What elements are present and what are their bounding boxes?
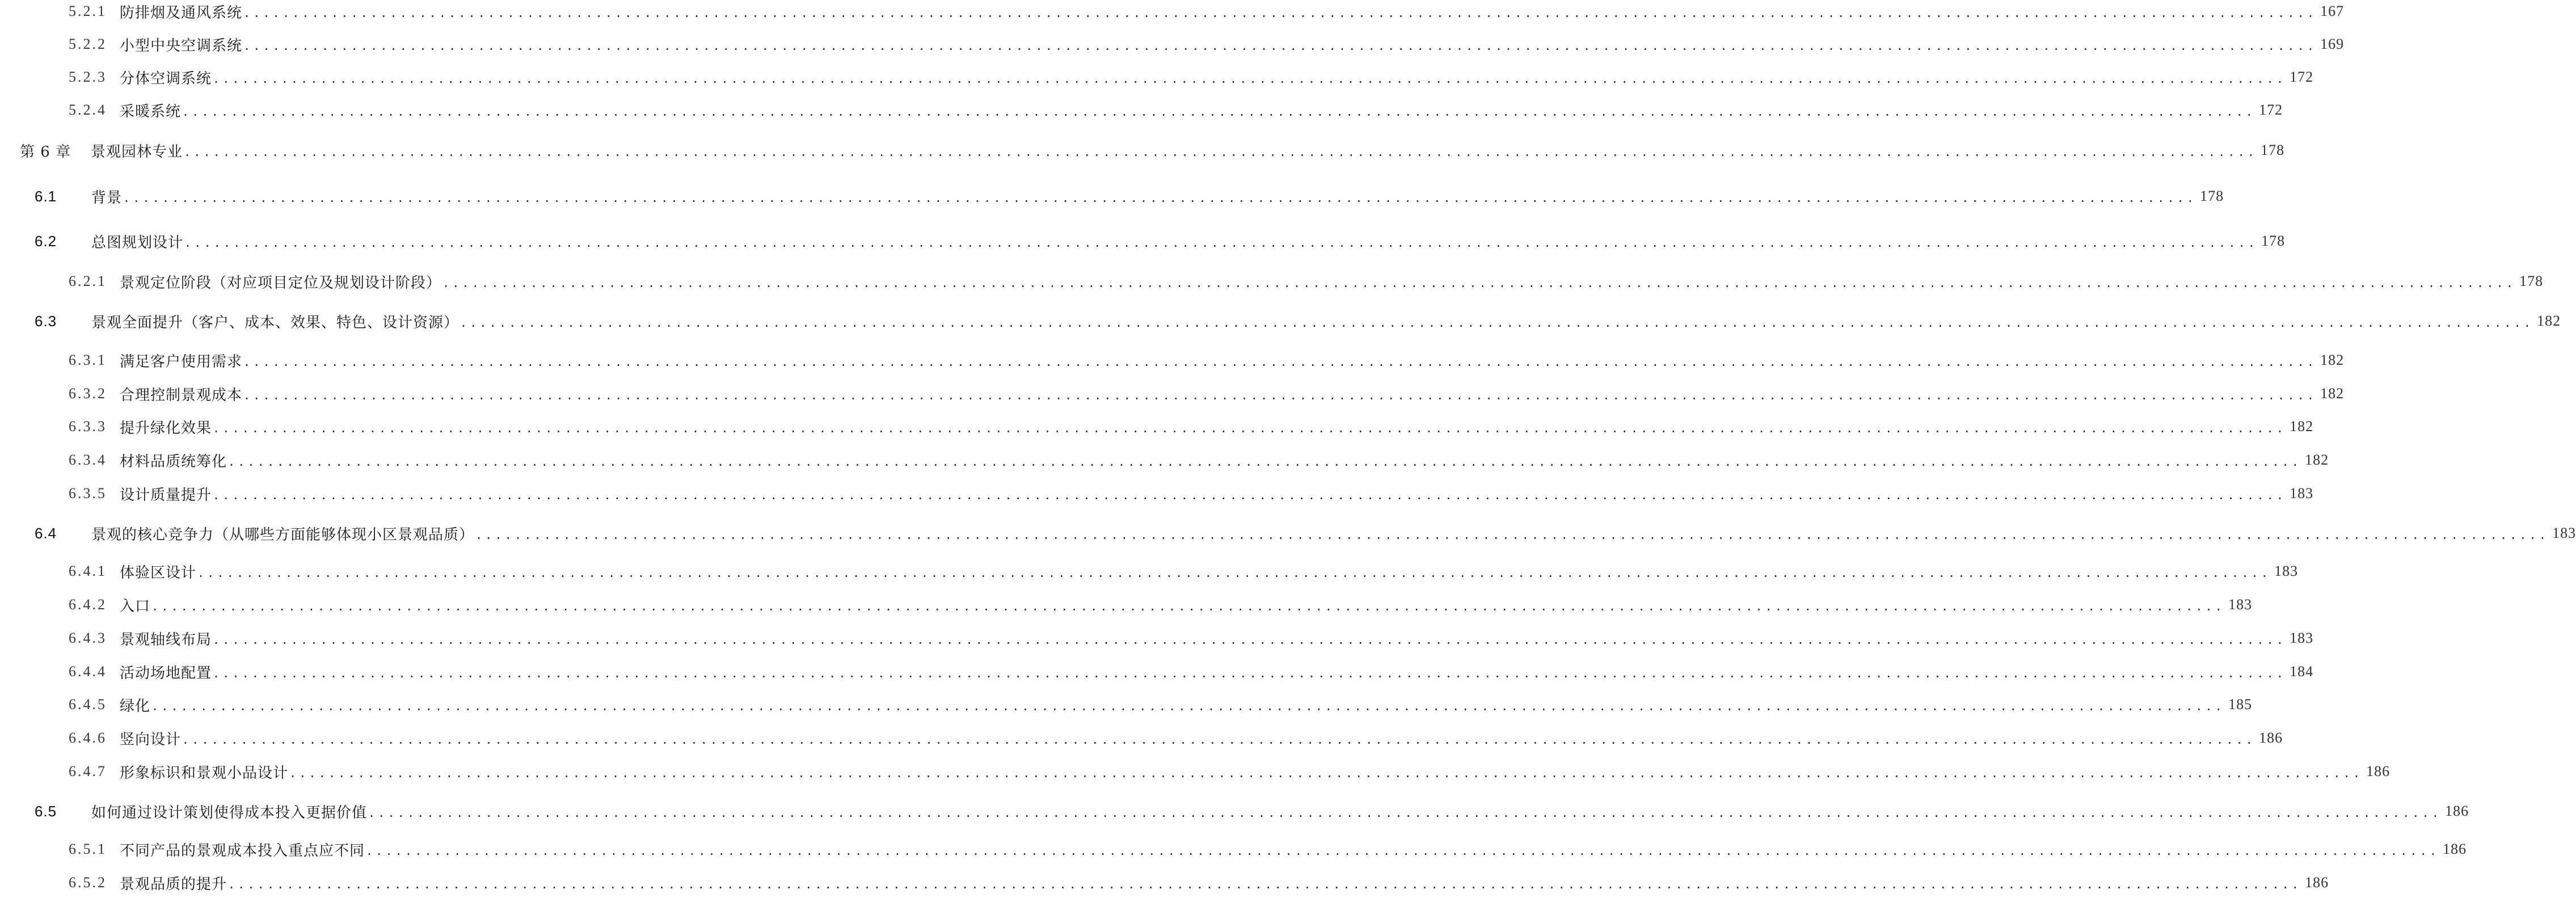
toc-entry-page: 186 — [2445, 803, 2469, 819]
toc-entry[interactable] — [69, 627, 2314, 650]
toc-entry[interactable] — [69, 727, 2283, 749]
toc-dot-leader — [289, 762, 2363, 785]
toc-dot-leader — [368, 802, 2442, 824]
toc-entry[interactable] — [69, 382, 2345, 405]
toc-entry[interactable] — [69, 270, 2544, 293]
toc-entry-number: 6.3 — [35, 312, 57, 330]
toc-entry-page: 186 — [2366, 763, 2391, 779]
toc-entry-page: 183 — [2228, 596, 2253, 613]
toc-entry-number: 6.3.1 — [69, 352, 107, 368]
toc-entry-title: 如何通过设计策划使得成本投入更据价值 — [91, 804, 368, 821]
toc-entry[interactable] — [69, 660, 2314, 683]
toc-entry-number: 6.2.1 — [69, 273, 107, 289]
toc-entry-title: 绿化 — [120, 697, 151, 715]
toc-entry-number: 6.1 — [35, 187, 57, 205]
toc-dot-leader — [213, 68, 2286, 90]
toc-dot-leader — [442, 272, 2516, 294]
toc-entry-page: 178 — [2200, 188, 2224, 204]
toc-entry-title: 总图规划设计 — [91, 234, 184, 251]
toc-dot-leader — [213, 417, 2286, 440]
toc-entry-title: 景观品质的提升 — [120, 875, 227, 893]
toc-entry-title: 形象标识和景观小品设计 — [120, 764, 289, 782]
toc-entry-title: 景观园林专业 — [91, 143, 183, 161]
toc-entry-number: 6.4.5 — [69, 696, 107, 713]
toc-entry-number: 6.4.4 — [69, 663, 107, 680]
toc-entry-page: 182 — [2320, 385, 2345, 402]
toc-dot-leader — [213, 662, 2286, 685]
toc-entry-page: 183 — [2290, 630, 2314, 646]
toc-entry[interactable] — [69, 449, 2329, 471]
toc-entry-number: 6.3.2 — [69, 385, 107, 402]
toc-entry-number: 6.3.3 — [69, 418, 107, 435]
toc-entry-title: 活动场地配置 — [120, 664, 212, 682]
toc-dot-leader — [366, 840, 2439, 862]
toc-dot-leader — [197, 562, 2271, 584]
toc-entry[interactable] — [69, 838, 2467, 861]
toc-dot-leader — [243, 35, 2317, 57]
toc-entry-page: 172 — [2290, 69, 2314, 85]
toc-entry-number: 6.4.2 — [69, 596, 107, 613]
toc-entry-page: 183 — [2552, 525, 2576, 541]
toc-section-entry[interactable] — [35, 230, 2286, 252]
toc-section-entry[interactable] — [35, 800, 2469, 823]
toc-entry-number: 6.4.3 — [69, 630, 107, 646]
toc-entry[interactable] — [69, 33, 2345, 56]
toc-dot-leader — [182, 728, 2255, 751]
toc-entry[interactable] — [69, 871, 2329, 894]
toc-entry-page: 186 — [2259, 730, 2283, 746]
toc-entry-title: 景观的核心竞争力（从哪些方面能够体现小区景观品质） — [91, 526, 475, 543]
toc-dot-leader — [184, 141, 2257, 163]
toc-entry[interactable] — [69, 415, 2314, 438]
toc-dot-leader — [151, 595, 2225, 618]
toc-entry-page: 167 — [2320, 3, 2345, 19]
toc-entry-page: 183 — [2274, 563, 2299, 579]
toc-entry-title: 景观定位阶段（对应项目定位及规划设计阶段） — [120, 274, 442, 292]
toc-entry-title: 小型中央空调系统 — [120, 37, 243, 54]
toc-dot-leader — [213, 629, 2286, 651]
toc-entry-page: 182 — [2305, 452, 2329, 468]
toc-entry-page: 186 — [2443, 841, 2467, 857]
toc-dot-leader — [213, 484, 2286, 507]
toc-entry-title: 满足客户使用需求 — [120, 353, 243, 370]
toc-entry-title: 竖向设计 — [120, 731, 182, 748]
toc-entry[interactable] — [69, 693, 2253, 716]
toc-entry-page: 178 — [2261, 142, 2285, 158]
toc-entry-title: 背景 — [91, 189, 123, 206]
toc-entry-number: 6.4.6 — [69, 730, 107, 746]
toc-dot-leader — [184, 231, 2258, 254]
toc-dot-leader — [243, 384, 2317, 407]
toc-entry[interactable] — [69, 0, 2345, 23]
toc-entry[interactable] — [69, 99, 2283, 121]
toc-entry-title: 景观全面提升（客户、成本、效果、特色、设计资源） — [91, 314, 459, 331]
toc-entry-page: 169 — [2320, 36, 2345, 52]
toc-dot-leader — [228, 450, 2301, 473]
toc-entry-title: 防排烟及通风系统 — [120, 4, 243, 22]
toc-entry-page: 185 — [2228, 696, 2253, 713]
toc-entry-title: 材料品质统筹化 — [120, 453, 227, 470]
toc-entry-title: 采暖系统 — [120, 103, 182, 120]
toc-entry-number: 6.4.1 — [69, 563, 107, 579]
toc-entry[interactable] — [69, 482, 2314, 505]
toc-entry-number: 5.2.3 — [69, 69, 107, 85]
toc-entry-number: 5.2.1 — [69, 3, 107, 19]
toc-entry-page: 182 — [2290, 418, 2314, 435]
toc-entry-number: 6.4.7 — [69, 763, 107, 779]
toc-entry-title: 分体空调系统 — [120, 70, 212, 87]
toc-entry-title: 景观轴线布局 — [120, 631, 212, 648]
toc-dot-leader — [228, 873, 2301, 896]
toc-entry-page: 184 — [2290, 663, 2314, 680]
toc-entry-number: 6.2 — [35, 232, 57, 250]
toc-entry-page: 186 — [2305, 874, 2329, 891]
toc-entry[interactable] — [69, 593, 2253, 616]
toc-entry-title: 入口 — [120, 597, 151, 615]
toc-entry[interactable] — [69, 760, 2391, 783]
toc-chapter-entry[interactable] — [20, 139, 2285, 162]
toc-entry-title: 不同产品的景观成本投入重点应不同 — [120, 842, 365, 859]
toc-dot-leader — [123, 187, 2196, 209]
toc-dot-leader — [475, 524, 2549, 546]
toc-entry-number: 6.5.1 — [69, 841, 107, 857]
toc-section-entry[interactable] — [35, 185, 2224, 208]
toc-entry-number: 6.3.4 — [69, 452, 107, 468]
toc-entry-title: 体验区设计 — [120, 564, 197, 581]
toc-dot-leader — [182, 100, 2255, 123]
toc-entry-number: 6.5.2 — [69, 874, 107, 891]
toc-entry-number: 5.2.4 — [69, 102, 107, 118]
toc-entry-page: 178 — [2261, 233, 2286, 249]
toc-dot-leader — [243, 351, 2317, 373]
toc-entry[interactable] — [69, 349, 2345, 372]
toc-entry[interactable] — [69, 66, 2314, 88]
toc-section-entry[interactable] — [35, 310, 2561, 332]
toc-entry-title: 合理控制景观成本 — [120, 386, 243, 404]
toc-entry-number: 6.5 — [35, 802, 57, 820]
toc-entry-page: 182 — [2537, 313, 2561, 329]
toc-entry-number: 第 6 章 — [20, 143, 71, 161]
toc-entry-number: 6.3.5 — [69, 485, 107, 501]
toc-entry-number: 5.2.2 — [69, 36, 107, 52]
toc-entry-page: 183 — [2290, 485, 2314, 501]
toc-entry-page: 172 — [2259, 102, 2283, 118]
toc-entry-title: 提升绿化效果 — [120, 419, 212, 437]
toc-dot-leader — [460, 311, 2533, 334]
toc-entry-title: 设计质量提升 — [120, 486, 212, 504]
toc-entry-page: 178 — [2519, 273, 2544, 289]
toc-entry-number: 6.4 — [35, 524, 57, 542]
toc-entry[interactable] — [69, 560, 2299, 583]
toc-dot-leader — [243, 2, 2317, 24]
toc-section-entry[interactable] — [35, 522, 2576, 545]
toc-entry-page: 182 — [2320, 352, 2345, 368]
toc-dot-leader — [151, 695, 2225, 718]
